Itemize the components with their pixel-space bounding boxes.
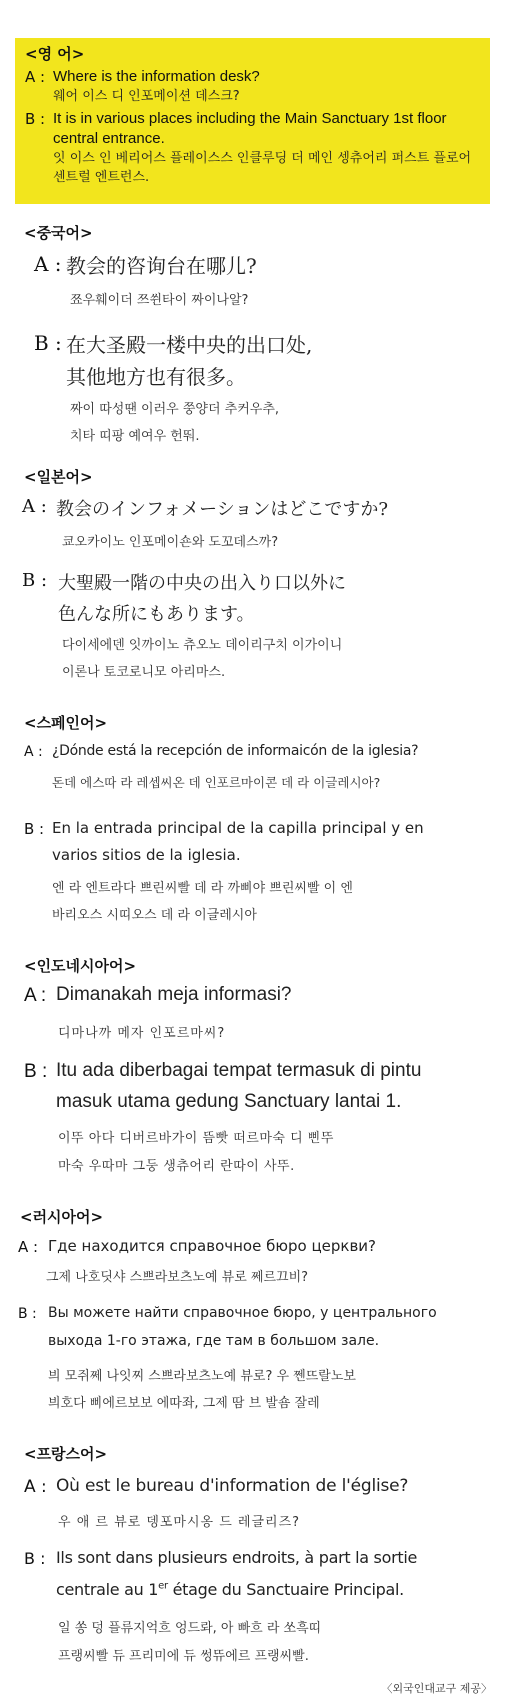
russian-b-pronunciation-line2: 븨호다 삐에르보보 에따좌, 그제 땀 브 발숌 잘레	[48, 1396, 320, 1411]
chinese-heading: <중국어>	[24, 224, 93, 242]
indonesian-heading: <인도네시아어>	[24, 957, 137, 975]
japanese-heading: <일본어>	[24, 468, 93, 486]
french-b-text-line2-start: centrale au 1	[56, 1580, 159, 1599]
spanish-a-pronunciation: 돈데 에스따 라 레셉씨온 데 인포르마이콘 데 라 이글레시아?	[52, 775, 381, 790]
spanish-a-text: ¿Dónde está la recepción de informaicón de la iglesia?	[52, 743, 419, 759]
speaker-a-label: A :	[24, 985, 47, 1006]
ordinal-superscript: er	[158, 1580, 168, 1592]
speaker-a-label: A :	[18, 1238, 39, 1256]
speaker-b-label: B :	[24, 1061, 48, 1082]
indonesian-b-text-line2: masuk utama gedung Sanctuary lantai 1.	[56, 1091, 402, 1112]
spanish-b-pronunciation-line1: 엔 라 엔트라다 쁘린씨빨 데 라 까삐야 쁘린씨빨 이 엔	[52, 881, 353, 896]
english-b-text-line1: It is in various places including the Main Sanctuary 1st floor	[53, 110, 447, 127]
french-a-text: Où est le bureau d'information de l'église?	[56, 1476, 409, 1496]
speaker-b-label: B :	[34, 331, 62, 355]
speaker-b-label: B :	[24, 820, 45, 838]
russian-a-pronunciation: 그제 나호딧샤 스쁘라보츠노예 뷰로 쩨르끄비?	[46, 1270, 309, 1285]
french-b-pronunciation-line2: 프랭씨빨 듀 프리미에 듀 썽뜌에르 프랭씨빨.	[58, 1649, 309, 1664]
russian-b-text-line2: выхода 1-го этажа, где там в большом зале.	[48, 1333, 380, 1349]
speaker-b-label: B :	[25, 110, 46, 128]
english-box	[15, 38, 490, 204]
source-credit: 〈외국인대교구 제공〉	[381, 1682, 492, 1695]
spanish-b-pronunciation-line2: 바리오스 시띠오스 데 라 이글레시아	[52, 908, 257, 923]
chinese-a-pronunciation: 쬬우훼이더 쯔쒼타이 짜이나알?	[70, 293, 249, 308]
chinese-b-pronunciation-line2: 치타 띠팡 예여우 헌뚸.	[70, 429, 200, 444]
english-b-pronunciation-line1: 잇 이스 인 베리어스 플레이스스 인클루딩 더 메인 셍츄어리 퍼스트 플로어	[53, 151, 472, 166]
chinese-b-text-line1: 在大圣殿一楼中央的出口处,	[66, 333, 313, 357]
spanish-b-text-line1: En la entrada principal de la capilla principal y en	[52, 819, 424, 837]
indonesian-a-text: Dimanakah meja informasi?	[56, 984, 292, 1005]
english-b-pronunciation-line2: 센트럴 엔트런스.	[53, 170, 150, 185]
russian-heading: <러시아어>	[20, 1208, 104, 1226]
english-a-row	[25, 67, 480, 106]
indonesian-a-pronunciation: 디마나까 메자 인포르마씨?	[58, 1026, 226, 1041]
english-a-pronunciation: 웨어 이스 디 인포메이션 데스크?	[53, 89, 240, 104]
japanese-b-pronunciation-line2: 이론나 토코로니모 아리마스.	[62, 665, 226, 680]
japanese-b-text-line1: 大聖殿一階の中央の出入り口以外に	[58, 573, 346, 594]
japanese-b-pronunciation-line1: 다이세에덴 잇까이노 츄오노 데이리구치 이가이니	[62, 638, 343, 653]
speaker-b-label: B :	[18, 1306, 37, 1322]
japanese-a-text: 教会のインフォメーションはどこですか?	[56, 499, 389, 520]
french-a-pronunciation: 우 애 르 뷰로 뎅포마시옹 드 레글리즈?	[58, 1515, 301, 1530]
english-b-row	[25, 109, 480, 187]
french-b-pronunciation-line1: 일 쏭 덩 플류지억흐 엉드롸, 아 빠흐 라 쏘흑띠	[58, 1621, 322, 1636]
spanish-heading: <스페인어>	[24, 714, 108, 732]
french-heading: <프랑스어>	[24, 1445, 108, 1463]
chinese-b-pronunciation-line1: 짜이 따성땐 이러우 쭝양더 추커우추,	[70, 402, 280, 417]
russian-b-pronunciation-line1: 븨 모쥐쩨 나잇찌 스쁘라보츠노예 뷰로? 우 쩬뜨랄노보	[48, 1369, 356, 1384]
japanese-a-pronunciation: 쿄오카이노 인포메이숀와 도꼬데스까?	[62, 535, 279, 550]
speaker-a-label: A :	[34, 252, 62, 276]
indonesian-b-text-line1: Itu ada diberbagai tempat termasuk di pintu	[56, 1060, 422, 1081]
indonesian-b-pronunciation-line2: 마숙 우따마 그둥 생츄어리 란따이 사뚜.	[58, 1159, 295, 1174]
french-b-text-line2-end: étage du Sanctuaire Principal.	[167, 1580, 404, 1599]
russian-a-text: Где находится справочное бюро церкви?	[48, 1237, 377, 1255]
french-b-text-line1: Ils sont dans plusieurs endroits, à part la sortie	[56, 1548, 418, 1567]
spanish-b-text-line2: varios sitios de la iglesia.	[52, 846, 241, 864]
speaker-a-label: A :	[22, 496, 47, 517]
speaker-a-label: A :	[24, 744, 43, 760]
speaker-b-label: B :	[22, 570, 48, 591]
speaker-a-label: A :	[25, 68, 46, 86]
russian-b-text-line1: Вы можете найти справочное бюро, у центрального	[48, 1305, 437, 1321]
speaker-b-label: B :	[24, 1549, 46, 1568]
english-b-text-line2: central entrance.	[53, 130, 165, 147]
french-b-text-line2	[56, 1580, 404, 1599]
indonesian-b-pronunciation-line1: 이뚜 아다 디버르바가이 뜸빳 떠르마숙 디 삔뚜	[58, 1131, 334, 1146]
chinese-a-text: 教会的咨询台在哪儿?	[66, 254, 257, 278]
chinese-b-text-line2: 其他地方也有很多。	[66, 365, 246, 389]
speaker-a-label: A :	[24, 1477, 47, 1497]
english-a-text: Where is the information desk?	[53, 68, 260, 85]
english-heading: <영 어>	[25, 45, 85, 63]
japanese-b-text-line2: 色んな所にもあります。	[58, 604, 255, 625]
